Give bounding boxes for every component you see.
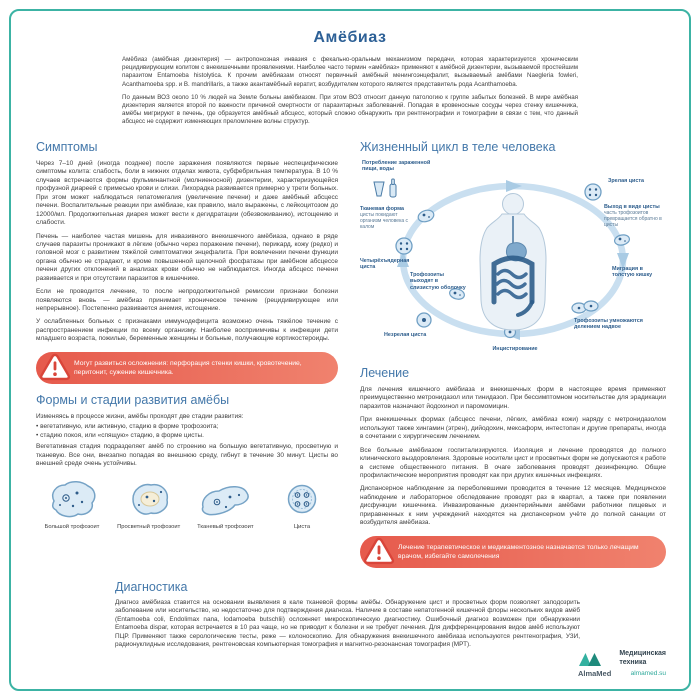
intro-block [122,56,578,132]
treatment-heading: Лечение [360,366,410,380]
figure-label: Просветный трофозоит [117,523,181,530]
symptoms-paragraph: У ослабленных больных с признаками иммунодефицита возможно очень тяжёлое течение с распространением инфекции по всему организму. Наиболее восприимчивы к инфекции дети младшего возраста, пожилые, беременные женщины и больные, получающие кортикостероиды. [36,318,338,343]
right-column [360,140,666,577]
symptoms-heading: Симптомы [36,140,98,154]
treatment-paragraph: Диспансерное наблюдение за переболевшими проводится в течение 12 месяцев. Медицинское наблюдение и лабораторное обследование проводят раз в квартал, а также при появлении дисфункции кишечника. Инвазированные дизентерийными амёбами работники пищевых и приравненных к ним учреждений находятся на диспансерном учёте до полной санации от возбудителя амёбиаза. [360,485,666,527]
footer-tagline: Медицинская техника [619,650,666,666]
symptoms-paragraph: Если не проводится лечение, то после непродолжительной ремиссии признаки болезни появляются вновь — амёбиаз принимает хроническое течение (рецидивирующее или непрерывное). Постепенно развивается анемия, истощение. [36,288,338,312]
figure-label: Большой трофозоит [44,523,100,530]
footer-logo [578,650,666,678]
almamed-mountains-icon [578,650,602,667]
treatment-paragraph: Для лечения кишечного амёбиаза и внекишечных форм в настоящее время применяют преимущественно метронидазол или тинидазол. При бессимптомном носительстве для эрадикации паразитов назначают йодохинол и паромомицин. [360,386,666,410]
cyst-icon [274,477,330,521]
footer-site: almamed.su [630,670,666,677]
forms-bullet: • стадию покоя, или «спящую» стадию, в форме цисты. [36,431,204,439]
amoeba-forms-row [36,477,338,531]
footer-brand: AlmaMed [577,669,612,678]
lifecycle-heading: Жизненный цикл в теле человека [360,140,556,154]
forms-heading: Формы и стадии развития амёбы [36,393,230,408]
complications-warning [36,352,338,384]
lifecycle-label: Четырёхъядерная циста [360,258,410,271]
amoeba-figure-cyst [266,477,338,531]
four-nuclei-cyst-icon [396,238,412,254]
amoeba-figure-luminal-trophozoite [113,477,185,531]
forms-bullet: • вегетативную, или активную, стадию в форме трофозоита; [36,422,219,430]
lifecycle-label: Потребление зараженной пищи, воды [362,160,431,173]
diagnostics-text: Диагноз амёбиаза ставится на основании выявления в кале тканевой формы амёбы. Обнаружение цист и просветных форм позволяет заподозрить заболевание или носительство, но недостаточно для подтверждения диагноза. Наличие в составе непатогенной кишечной флоры нескольких видов амёб (Entamoeba coli, Endolimax nana, Iodamoeba butschlii) осложняет микроскопическую диагностику. Ошибочный диагноз возможен при обнаружении Entamoeba dispar, которая встречается в 10 раз чаще, но не приводит к болезни и не требует лечения. Для дифференцирования видов амёб используют ПЦР. Применяют также серологические тесты, реже — колоноскопию. Для обнаружения внекишечного амёбиаза используются рентгенография, УЗИ, радионуклидные исследования, рентгеновская компьютерная томография и магнитно-резонансная томография (МРТ). [115,599,580,649]
treatment-paragraph: Все больные амёбиазом госпитализируются. Изоляция и лечение проводятся до полного клинического выздоровления. Здоровые носители цист и просветных форм не допускаются к работе в системе общественного питания. В очаге заболевания проводят дезинфекцию. Общие профилактические мероприятия проводят как при других кишечных инфекциях. [360,446,666,479]
treatment-warning [360,536,666,568]
intro-paragraph: По данным ВОЗ около 10 % людей на Земле больны амёбиазом. При этом ВОЗ относит данную патологию к группе забытых болезней. В мире амёбная дизентерия является второй по важности причиной смертности от паразитарных заболеваний. Попадая в кровеносные сосуды через стенку кишечника, амёбы мигрируют в печень, где образуется амёбный абсцесс, который сложно обнаружить при рентгенографии и томографии в связи с тем, что данный абсцесс не содержит изменяющих преломление волны структур. [122,93,578,126]
intro-paragraph: Амёбиаз (амёбная дизентерия) — антропонозная инвазия с фекально-оральным механизмом передачи, которая характеризуется хроническим рецидивирующим колитом с внекишечными проявлениями. Наиболее часто термин «амёбиаз» применяют к амёбной дизентерии, вызываемой простейшим паразитом Entamoeba histolytica. К прочим амёбиазам относят первичный амёбный менингоэнцефалит, вызываемый амёбами Naegleria fowleri, Acanthamoeba spp. и B. mandrillaris, а также акантамёбный кератит, возбудителем которого является представитель рода Acanthamoeba. [122,56,578,88]
lifecycle-label: Выход в виде цисты часть трофозоитов превращается обратно в цисты [604,204,662,229]
figure-label: Циста [293,523,311,530]
diagnostics-section [115,580,580,650]
diagnostics-heading: Диагностика [115,580,188,594]
tissue-trophozoite-icon [197,477,253,521]
forms-intro: Изменяясь в процессе жизни, амёбы проходят две стадии развития: [36,413,244,421]
lifecycle-label: Миграция в толстую кишку [612,266,653,279]
lifecycle-diagram [360,160,666,358]
lifecycle-label: Тканевая форма цисты покидают организм человека с калом [360,206,409,231]
immature-cyst-icon [417,313,431,327]
symptoms-paragraph: Через 7–10 дней (иногда позднее) после заражения появляются первые неспецифические симптомы колита: слабость, боли в нижних отделах живота, субфебрильная температура. В 10 % случаев встречаются формы фульминантной (молниеносной) дизентерии, характеризующейся профузной диареей с примесью крови и слизи. Лихорадка развивается примерно у трети больных. При этом может наблюдаться гепатомегалия (увеличение печени) и даже амёбный абсцесс печени. Воспалительные реакции при амёбиазе, как правило, мало выражены, с лейкоцитозом до 12000/мл. Продолжительная диарея может вести к дегидратации (обезвоживанию), истощению и слабости. [36,160,338,227]
food-water-icon [374,179,396,197]
complications-warning-text: Могут развиться осложнения: перфорация стенки кишки, кровотечение, перитонит, сужение кишечника. [74,359,302,376]
warning-triangle-icon [363,536,395,568]
luminal-trophozoite-icon [121,477,177,521]
page-title: Амёбиаз [313,29,387,46]
symptoms-paragraph: Печень — наиболее частая мишень для инвазивного внекишечного амёбиаза, однако в ряде случаев паразиты проникают в лёгкие (обычно через поражение печени), перикард, кожу (редко) и головной мозг с развитием тяжёлой симптоматики энцефалита. При вовлечении печени функции органа обычно не страдают, и кроме повышенной щелочной фосфатазы при амёбном абсцессе печени других отклонений в анализах крови обычно не наблюдается. Иногда абсцесс печени развивается и при отсутствии паразитов в кишечнике. [36,232,338,282]
amoeba-figure-large-trophozoite [36,477,108,531]
treatment-warning-text: Лечение терапевтическое и медикаментозное назначается только лечащим врачом, избегайте самолечения [398,543,639,560]
amoeba-figure-tissue-trophozoite [189,477,261,531]
figure-label: Тканевый трофозоит [197,523,254,530]
human-body-illustration [480,194,546,331]
left-column [36,140,338,530]
lifecycle-label: Трофозоиты выходят в слизистую оболочку [410,272,466,291]
lifecycle-label: Трофозоиты умножаются делением надвое [574,318,643,331]
forms-outro: Вегетативная стадия подразделяет амёб по строению на большую вегетативную, просветную и тканевую. Все они, внезапно попадая во внешнюю среду, гибнут в течение 30 минут. Цисты во внешней среде очень устойчивы. [36,443,338,468]
treatment-paragraph: При внекишечных формах (абсцесс печени, лёгких, амёбиаз кожи) наряду с метронидазолом используют также хингамин (этрен), дийодохин, мексаформ, интестопан и другие препараты, иногда в сочетании с хирургическим лечением. [360,416,666,441]
lifecycle-label: Незрелая циста [384,332,427,338]
large-trophozoite-icon [44,477,100,521]
mature-cyst-icon [585,184,601,200]
lifecycle-label: Зрелая циста [608,178,644,184]
lifecycle-label: Инцистирование [492,346,538,352]
warning-triangle-icon [39,352,71,384]
